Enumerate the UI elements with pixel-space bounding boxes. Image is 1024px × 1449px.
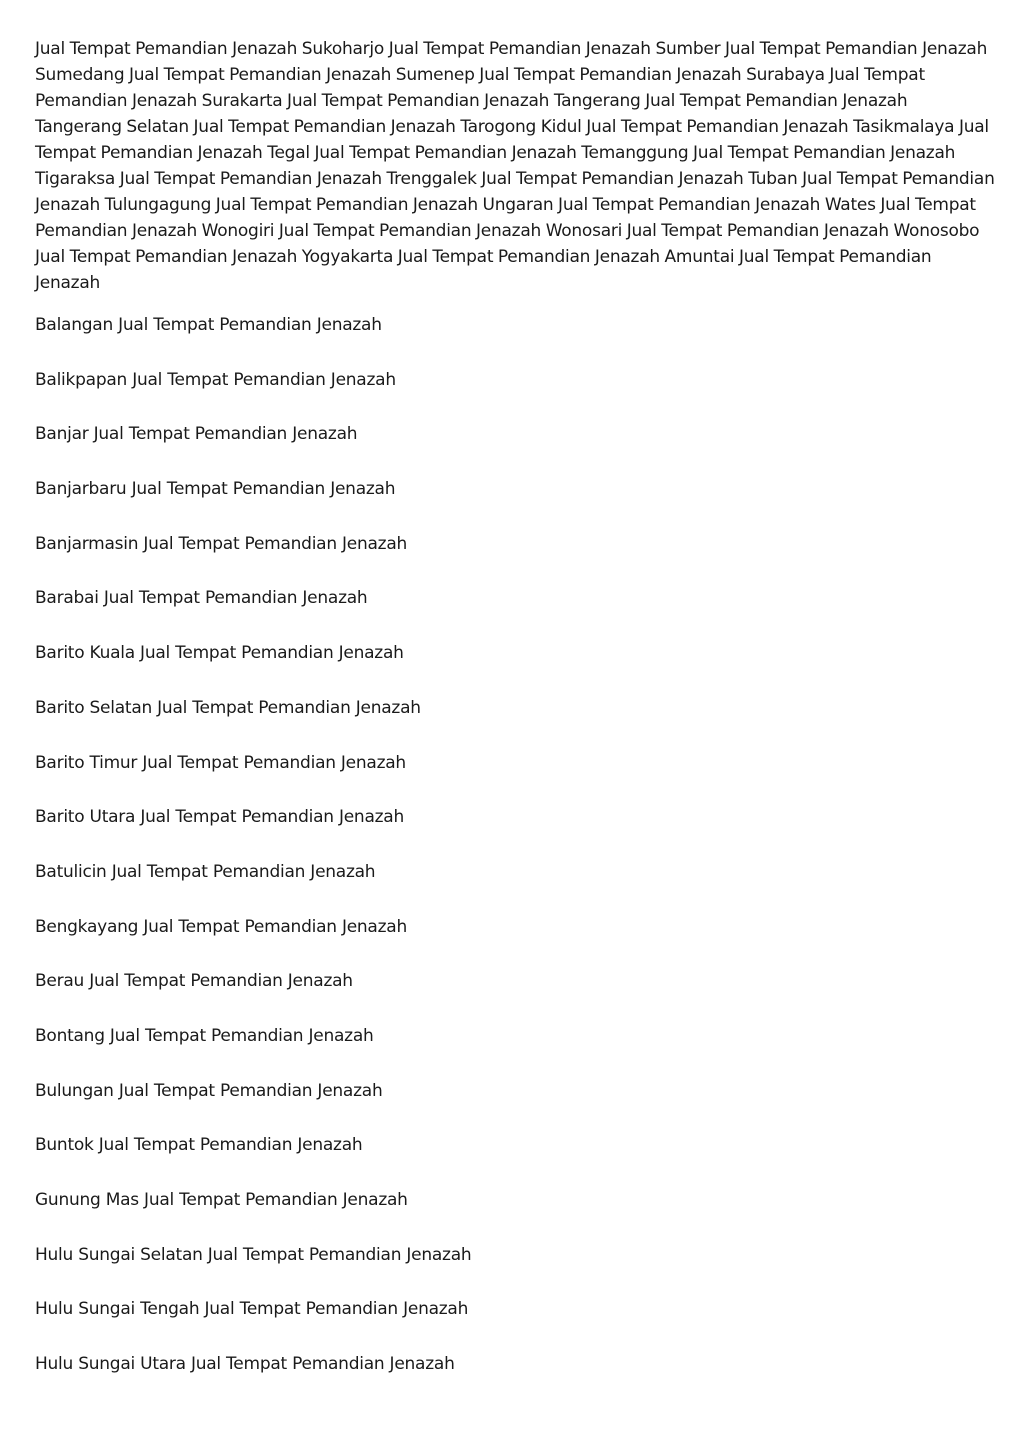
- list-item: Hulu Sungai Tengah Jual Tempat Pemandian Jenazah: [35, 1299, 469, 1320]
- list-item: Banjarbaru Jual Tempat Pemandian Jenazah: [35, 479, 396, 500]
- list-item: Balangan Jual Tempat Pemandian Jenazah: [35, 315, 382, 335]
- list-item: Berau Jual Tempat Pemandian Jenazah: [35, 971, 353, 992]
- intro-paragraph: Jual Tempat Pemandian Jenazah Sukoharjo Jual Tempat Pemandian Jenazah Sumber Jual Tempat Pemandian Jenazah Sumedang Jual Tempat Pemandian Jenazah Sumenep Jual Tempat Pemandian Jenazah Surabaya Jual Tempat Pemandian Jenazah Surakarta Jual Tempat Pemandian Jenazah Tangerang Jual Tempat Pemandian Jenazah Tangerang Selatan Jual Tempat Pemandian Jenazah Tarogong Kidul Jual Tempat Pemandian Jenazah Tasikmalaya Jual Tempat Pemandian Jenazah Tegal Jual Tempat Pemandian Jenazah Temanggung Jual Tempat Pemandian Jenazah Tigaraksa Jual Tempat Pemandian Jenazah Trenggalek Jual Tempat Pemandian Jenazah Tuban Jual Tempat Pemandian Jenazah Tulungagung Jual Tempat Pemandian Jenazah Ungaran Jual Tempat Pemandian Jenazah Wates Jual Tempat Pemandian Jenazah Wonogiri Jual Tempat Pemandian Jenazah Wonosari Jual Tempat Pemandian Jenazah Wonosobo Jual Tempat Pemandian Jenazah Yogyakarta Jual Tempat Pemandian Jenazah Amuntai Jual Tempat Pemandian Jenazah: [35, 39, 995, 293]
- list-item: Bulungan Jual Tempat Pemandian Jenazah: [35, 1080, 383, 1101]
- list-item: Gunung Mas Jual Tempat Pemandian Jenazah: [35, 1190, 408, 1210]
- list-item: Bontang Jual Tempat Pemandian Jenazah: [35, 1025, 374, 1046]
- list-item: Batulicin Jual Tempat Pemandian Jenazah: [35, 861, 376, 882]
- list-item: Barito Kuala Jual Tempat Pemandian Jenazah: [35, 643, 404, 664]
- list-item: Hulu Sungai Selatan Jual Tempat Pemandian Jenazah: [35, 1244, 472, 1265]
- document-page: [35, 36, 995, 1406]
- list-item: Banjarmasin Jual Tempat Pemandian Jenazah: [35, 533, 408, 554]
- list-item: Hulu Sungai Utara Jual Tempat Pemandian Jenazah: [35, 1354, 455, 1375]
- list-item: Bengkayang Jual Tempat Pemandian Jenazah: [35, 916, 407, 937]
- list-item: Barito Selatan Jual Tempat Pemandian Jenazah: [35, 697, 421, 718]
- location-list: [35, 312, 995, 1377]
- list-item: Buntok Jual Tempat Pemandian Jenazah: [35, 1135, 363, 1156]
- list-item: Barabai Jual Tempat Pemandian Jenazah: [35, 588, 368, 609]
- list-item: Banjar Jual Tempat Pemandian Jenazah: [35, 424, 358, 445]
- list-item: Barito Timur Jual Tempat Pemandian Jenazah: [35, 752, 406, 773]
- list-item: Balikpapan Jual Tempat Pemandian Jenazah: [35, 369, 396, 390]
- list-item: Barito Utara Jual Tempat Pemandian Jenazah: [35, 807, 404, 828]
